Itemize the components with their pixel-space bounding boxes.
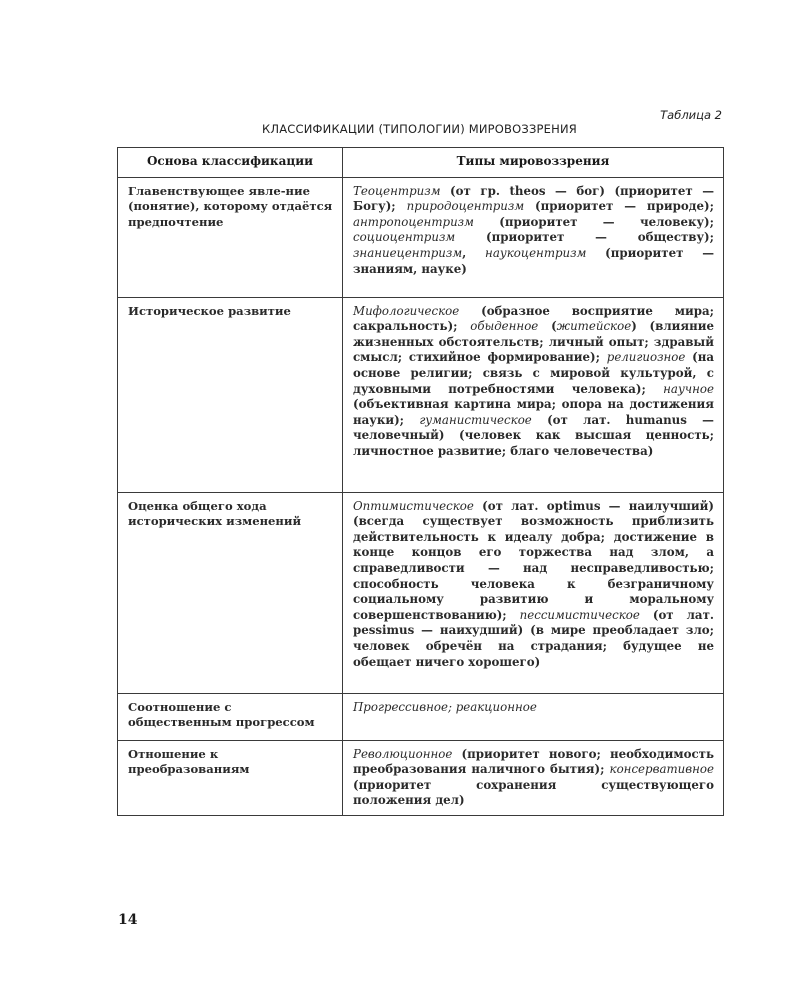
worldview-type-term: консервативное: [609, 762, 714, 777]
header-basis: Основа классификации: [118, 148, 343, 178]
worldview-type-description: (: [538, 319, 557, 334]
worldview-type-term: Прогрессивное; реакционное: [353, 699, 537, 714]
worldview-type-description: (на основе религии; связь с мировой культурой, с духовными потребностями человека);: [353, 350, 714, 396]
types-cell: [343, 177, 724, 297]
page-number: 14: [118, 912, 138, 928]
basis-cell: Главенствующее явле-ние (понятие), которому отдаётся предпочтение: [118, 177, 343, 297]
worldview-type-term: гуманистическое: [419, 412, 532, 427]
basis-cell: Отношение к преобразованиям: [118, 740, 343, 815]
table-row: [118, 492, 724, 693]
table-title: КЛАССИФИКАЦИИ (ТИПОЛОГИИ) МИРОВОЗЗРЕНИЯ: [262, 122, 577, 136]
worldview-type-description: ,: [462, 245, 486, 260]
worldview-type-term: социоцентризм: [353, 230, 456, 245]
header-types: Типы мировоззрения: [343, 148, 724, 178]
worldview-type-term: наукоцентризм: [485, 245, 587, 260]
worldview-type-description: (приоритет — обществу);: [455, 230, 714, 245]
worldview-type-term: житейское: [556, 319, 632, 334]
types-cell: [343, 297, 724, 492]
worldview-type-term: религиозное: [606, 350, 686, 365]
basis-cell: Историческое развитие: [118, 297, 343, 492]
table-row: [118, 740, 724, 815]
worldview-classification-table: [117, 147, 724, 816]
worldview-type-term: знаниецентризм: [353, 245, 463, 260]
worldview-type-description: (приоритет нового; необходимость преобразования наличного бытия);: [353, 746, 714, 777]
table-row: [118, 177, 724, 297]
table-header-row: [118, 148, 724, 178]
worldview-type-term: антропоцентризм: [353, 214, 474, 229]
worldview-type-description: (от гр. theos — бог) (приоритет — Богу);: [353, 183, 714, 214]
worldview-type-description: (приоритет сохранения существующего положения дел): [353, 777, 714, 808]
worldview-type-term: Революционное: [353, 746, 453, 761]
worldview-type-description: (приоритет — знаниям, науке): [353, 245, 714, 276]
table-row: [118, 297, 724, 492]
worldview-type-description: (объективная картина мира; опора на достижения науки);: [353, 397, 714, 427]
worldview-type-term: пессимистическое: [519, 607, 640, 622]
table-number-label: Таблица 2: [660, 108, 722, 122]
types-cell: [343, 740, 724, 815]
worldview-type-description: (от лат. humanus — человечный) (человек как высшая ценность; личностное развитие; благо человечества): [353, 412, 714, 458]
worldview-type-term: научное: [663, 381, 714, 396]
table-row: [118, 693, 724, 740]
basis-cell: Соотношение с общественным прогрессом: [118, 693, 343, 740]
worldview-type-term: обыденное: [470, 319, 539, 334]
worldview-type-term: природоцентризм: [406, 199, 525, 214]
worldview-type-description: (приоритет — природе);: [524, 199, 714, 214]
worldview-type-term: Оптимистическое: [353, 498, 474, 513]
types-cell: [343, 693, 724, 740]
worldview-type-description: (от лат. optimus — наилучший) (всегда существует возможность приблизить действительность к идеалу добра; достижение в конце концов его торжества над злом, а справедливости — над несправедливостью; способность человека к безграничному социальному развитию и моральному совершенствованию);: [353, 498, 714, 622]
worldview-type-term: Мифологическое: [353, 303, 460, 318]
worldview-type-description: ) (влияние жизненных обстоятельств; личный опыт; здравый смысл; стихийное формирование);: [353, 319, 715, 365]
types-cell: [343, 492, 724, 693]
worldview-type-description: (приоритет — человеку);: [473, 214, 714, 229]
basis-cell: Оценка общего хода исторических изменений: [118, 492, 343, 693]
worldview-type-term: Теоцентризм: [353, 183, 441, 198]
worldview-type-description: (образное восприятие мира; сакральность);: [353, 303, 714, 334]
worldview-type-description: (от лат. pessimus — наихудший) (в мире преобладает зло; человек обречён на страдания; будущее не обещает ничего хорошего): [353, 607, 714, 669]
